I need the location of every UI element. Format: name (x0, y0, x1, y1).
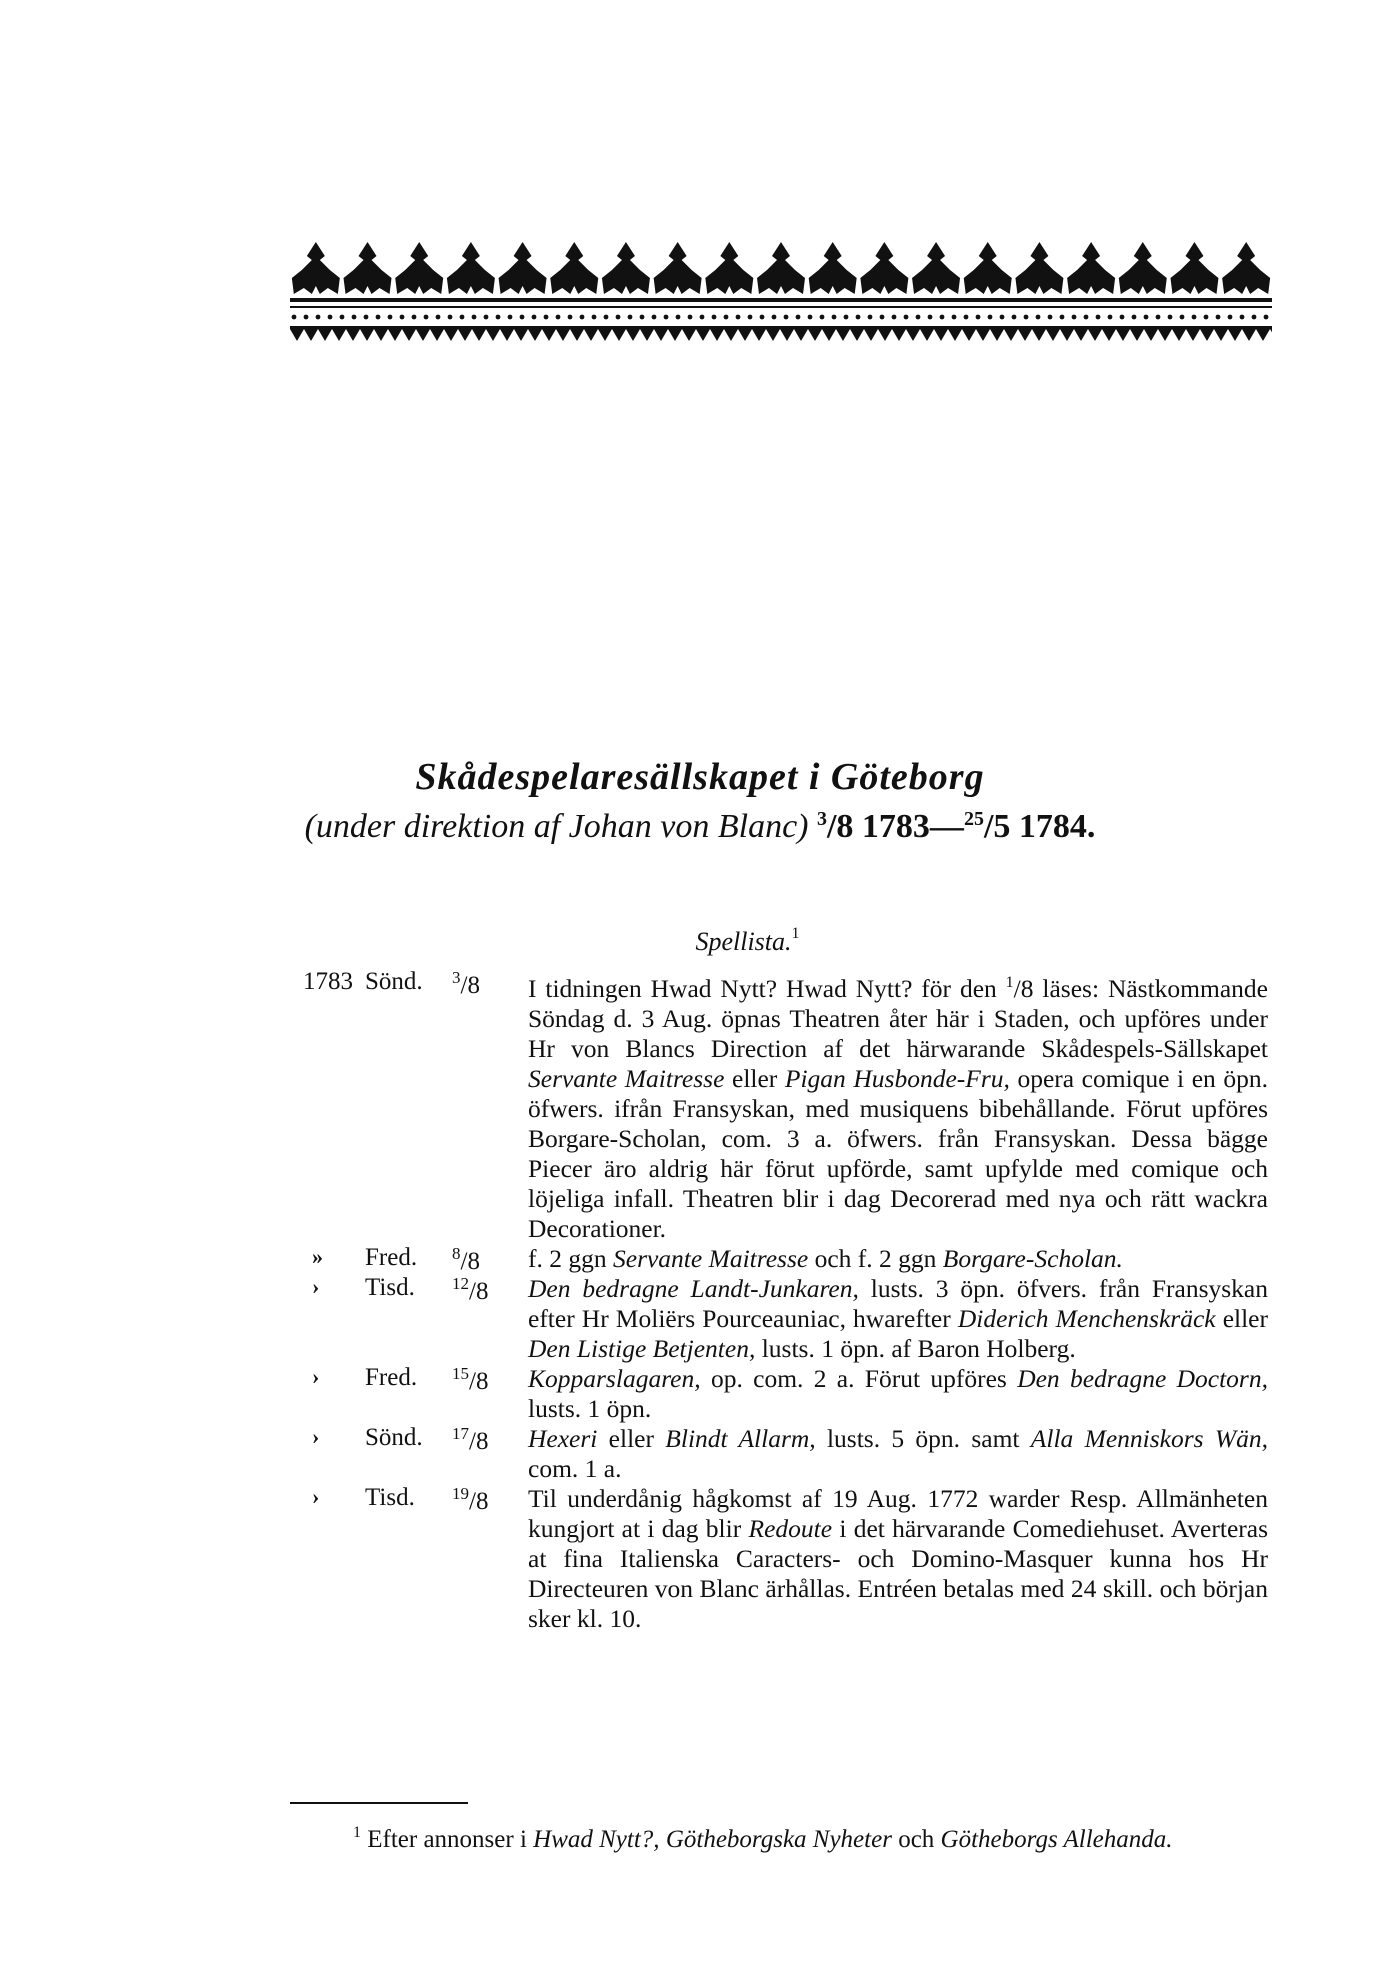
ornament-fringe (1200, 329, 1214, 341)
ditto-mark: » (312, 1244, 323, 1269)
ornament-fringe (1032, 329, 1046, 341)
ornament-fringe (780, 329, 794, 341)
ornament-motif (499, 242, 547, 294)
ornament-motif (344, 242, 392, 294)
ornament-motif (964, 242, 1012, 294)
title-line2: (under direktion af Johan von Blanc) (304, 808, 809, 845)
ornament-dot (736, 315, 741, 320)
entry-day: Tisd. (365, 1274, 415, 1301)
ornament-motif (1222, 242, 1270, 294)
ornament-fringe (990, 329, 1004, 341)
entry-day: Fred. (365, 1364, 418, 1391)
ornament-dot (616, 315, 621, 320)
ornament-dot (772, 315, 777, 320)
entry-day: Sönd. (365, 968, 423, 995)
ornament-fringe (1242, 329, 1256, 341)
entry-day: Tisd. (365, 1484, 415, 1511)
ornament-dot (292, 315, 297, 320)
ornament-fringe (1102, 329, 1116, 341)
ornament-fringe (1130, 329, 1144, 341)
ornament-motif (705, 242, 753, 294)
ornament-fringe (864, 329, 878, 341)
ornament-fringe (402, 329, 416, 341)
ornament-dot (1204, 315, 1209, 320)
ornament-dot (1072, 315, 1077, 320)
ornament-dot (1180, 315, 1185, 320)
ornament-dot (604, 315, 609, 320)
ornament-motif (757, 242, 805, 294)
ditto-mark: › (312, 1364, 320, 1389)
entry-text: I tidningen Hwad Nytt? Hwad Nytt? för den $^1$/8 läses: Nästkommande Söndag d. 3 Aug. öpnas Theatren åter här i Staden, och upföres under Hr von Blancs Direction af det härwarande Skådespels-Sällskapet Servante Maitresse eller Pigan Husbonde-Fru, opera comique i en öpn. öfwers. ifrån Fransyskan, med musiquens bibehållande. Förut upföres Borgare-Scholan, com. 3 a. öfwers. från Fransyskan. Dessa bägge Piecer äro aldrig här förut upförde, samt upfylde med comique och löjeliga infall. Theatren blir i dag Decorerad med nya och rätt wackra Decorationer. (528, 974, 1268, 1243)
ornament-dot (1012, 315, 1017, 320)
entry-date: $^{12}$/8 (452, 1274, 489, 1305)
ornament-fringe (976, 329, 990, 341)
ornament-fringe (738, 329, 752, 341)
ditto-mark: › (312, 1424, 320, 1449)
ornament-fringe (584, 329, 598, 341)
ornament-motif (654, 242, 702, 294)
ornament-fringe (920, 329, 934, 341)
ornament-fringe (458, 329, 472, 341)
ornament-fringe (528, 329, 542, 341)
ornament-dot (1228, 315, 1233, 320)
ornament-dot (808, 315, 813, 320)
playlist-entry (0, 1484, 1400, 1634)
ornament-fringe (1046, 329, 1060, 341)
ornament-dot (904, 315, 909, 320)
ornament-dot (628, 315, 633, 320)
ornament-fringe (1074, 329, 1088, 341)
ornament-fringe (822, 329, 836, 341)
ornament-dot (844, 315, 849, 320)
ornament-fringe (794, 329, 808, 341)
ornament-dot (1252, 315, 1257, 320)
ornament-dot (916, 315, 921, 320)
ornament-dot (652, 315, 657, 320)
playlist-entry (0, 968, 1400, 1244)
ornament-motif (1067, 242, 1115, 294)
ornament-dot (640, 315, 645, 320)
ornament-fringe (612, 329, 626, 341)
page-subtitle (0, 808, 1400, 846)
ornament-dot (328, 315, 333, 320)
ornament-dot (820, 315, 825, 320)
ornament-fringe (696, 329, 710, 341)
ornament-dot (364, 315, 369, 320)
ornament-motif (860, 242, 908, 294)
ornament-fringe (444, 329, 458, 341)
ornament-dot (1096, 315, 1101, 320)
entry-day: Sönd. (365, 1424, 423, 1451)
ornament-dot (976, 315, 981, 320)
ornament-fringe (332, 329, 346, 341)
ornament-dot (472, 315, 477, 320)
entry-text: Til underdånig hågkomst af 19 Aug. 1772 warder Resp. Allmänheten kungjort at i dag blir Redoute i det härvarande Comediehuset. Averteras at fina Italienska Caracters- och Domino-Masquer kunna hos Hr Directeuren von Blanc ärhållas. Entréen betalas med 24 skill. och början sker kl. 10. (528, 1484, 1268, 1633)
ornament-dot (784, 315, 789, 320)
ornament-motif (809, 242, 857, 294)
ornament-dot (532, 315, 537, 320)
ornament-fringe (752, 329, 766, 341)
ornament-fringe (570, 329, 584, 341)
header-ornament (290, 238, 1272, 368)
ornament-dot (580, 315, 585, 320)
ornament-fringe (304, 329, 318, 341)
ornament-fringe (1186, 329, 1200, 341)
ornament-fringe (598, 329, 612, 341)
ornament-fringe (934, 329, 948, 341)
ornament-dot (724, 315, 729, 320)
playlist-entry (0, 1424, 1400, 1484)
ornament-fringe (346, 329, 360, 341)
ornament-dot (928, 315, 933, 320)
ornament-fringe (514, 329, 528, 341)
ornament-fringe (290, 329, 304, 341)
ornament-fringe (486, 329, 500, 341)
ornament-fringe (668, 329, 682, 341)
ornament-dot (316, 315, 321, 320)
ornament-dot (940, 315, 945, 320)
ornament-motif (602, 242, 650, 294)
ornament-fringe (878, 329, 892, 341)
ornament-dot (1168, 315, 1173, 320)
ornament-fringe (1018, 329, 1032, 341)
ornament-fringe (766, 329, 780, 341)
page-title (0, 755, 1400, 799)
entry-day: Fred. (365, 1244, 418, 1271)
ornament-dot (952, 315, 957, 320)
ornament-dot (1000, 315, 1005, 320)
ornament-fringe (906, 329, 920, 341)
ornament-fringe (1256, 329, 1270, 341)
ornament-dot (1084, 315, 1089, 320)
ornament-dot (376, 315, 381, 320)
ornament-motif (1170, 242, 1218, 294)
ornament-dot (1264, 315, 1269, 320)
ornament-dot (1108, 315, 1113, 320)
ornament-dot (748, 315, 753, 320)
entry-text: Den bedragne Landt-Junkaren, lusts. 3 öpn. öfvers. från Fransyskan efter Hr Moliërs Pourceauniac, hwarefter Diderich Menchenskräck eller Den Listige Betjenten, lusts. 1 öpn. af Baron Holberg. (528, 1274, 1268, 1363)
ornament-fringe (1214, 329, 1228, 341)
ornament-dot (460, 315, 465, 320)
playlist-entry (0, 1364, 1400, 1424)
ornament-dot (892, 315, 897, 320)
ornament-fringe (374, 329, 388, 341)
ornament-fringe (556, 329, 570, 341)
ornament-dot (1120, 315, 1125, 320)
ornament-dot (688, 315, 693, 320)
ornament-fringe (1228, 329, 1242, 341)
entry-date: $^{15}$/8 (452, 1364, 489, 1395)
ornament-dot (832, 315, 837, 320)
ornament-fringe (948, 329, 962, 341)
ornament-fringe (892, 329, 906, 341)
ornament-fringe (500, 329, 514, 341)
playlist (0, 968, 1400, 1634)
ornament-dot (520, 315, 525, 320)
ornament-fringe (850, 329, 864, 341)
entry-date: $^8$/8 (452, 1244, 480, 1275)
ornament-dot (592, 315, 597, 320)
ornament-fringe (430, 329, 444, 341)
ornament-dot (352, 315, 357, 320)
title-dates: $^3$/8 1783—$^{25}$/5 1784. (816, 808, 1096, 845)
section-heading: Spellista.$^1$ (695, 925, 800, 956)
ornament-dot (676, 315, 681, 320)
ornament-fringe (1116, 329, 1130, 341)
entry-year: 1783 (303, 968, 353, 995)
ornament-dot (412, 315, 417, 320)
ornament-dot (304, 315, 309, 320)
ornament-dot (448, 315, 453, 320)
ornament-motif (395, 242, 443, 294)
ornament-dot (424, 315, 429, 320)
ornament-dot (760, 315, 765, 320)
ornament-dot (400, 315, 405, 320)
ornament-dot (1048, 315, 1053, 320)
ornament-fringe (836, 329, 850, 341)
ornament-dot (436, 315, 441, 320)
entry-text: Kopparslagaren, op. com. 2 a. Förut upföres Den bedragne Doctorn, lusts. 1 öpn. (528, 1364, 1268, 1423)
ornament-dot (340, 315, 345, 320)
ornament-fringe (318, 329, 332, 341)
ornament-dot (1192, 315, 1197, 320)
playlist-entry (0, 1274, 1400, 1364)
entry-text: f. 2 ggn Servante Maitresse och f. 2 ggn Borgare-Scholan. (528, 1244, 1123, 1273)
entry-date: $^{17}$/8 (452, 1424, 489, 1455)
title-line1: Skådespelaresällskapet i Göteborg (415, 756, 985, 798)
footnote-rule (290, 1802, 468, 1804)
ornament-fringe (1060, 329, 1074, 341)
ornament-dot (1216, 315, 1221, 320)
ornament-fringe (724, 329, 738, 341)
ornament-dot (1036, 315, 1041, 320)
ornament-fringe (1158, 329, 1172, 341)
footnote: $^1$ Efter annonser i Hwad Nytt?, Götheborgska Nyheter och Götheborgs Allehanda. (353, 1824, 1173, 1853)
entry-date: $^3$/8 (452, 968, 480, 999)
ornament-dot (1240, 315, 1245, 320)
entry-date: $^{19}$/8 (452, 1484, 489, 1515)
ornament-dot (1060, 315, 1065, 320)
ornament-dot (388, 315, 393, 320)
ornament-fringe (640, 329, 654, 341)
ornament-fringe (1088, 329, 1102, 341)
ornament-fringe (808, 329, 822, 341)
ornament-dot (880, 315, 885, 320)
entry-text: Hexeri eller Blindt Allarm, lusts. 5 öpn. samt Alla Menniskors Wän, com. 1 a. (528, 1424, 1268, 1483)
ornament-fringe (542, 329, 556, 341)
ornament-dot (796, 315, 801, 320)
ornament-dot (484, 315, 489, 320)
ornament-dot (1024, 315, 1029, 320)
ornament-dot (700, 315, 705, 320)
ornament-motif (1015, 242, 1063, 294)
ornament-motif (550, 242, 598, 294)
ornament-dot (664, 315, 669, 320)
playlist-entry (0, 1244, 1400, 1274)
ornament-fringe (1144, 329, 1158, 341)
ornament-dot (496, 315, 501, 320)
ornament-fringe (1270, 329, 1272, 341)
ditto-mark: › (312, 1484, 320, 1509)
ornament-motif (1119, 242, 1167, 294)
ornament-dot (508, 315, 513, 320)
ornament-motif (447, 242, 495, 294)
ornament-fringe (654, 329, 668, 341)
ornament-fringe (682, 329, 696, 341)
ditto-mark: › (312, 1274, 320, 1299)
ornament-fringe (710, 329, 724, 341)
ornament-motif (292, 242, 340, 294)
ornament-dot (856, 315, 861, 320)
ornament-fringe (962, 329, 976, 341)
ornament-fringe (1172, 329, 1186, 341)
ornament-dot (964, 315, 969, 320)
ornament-dot (544, 315, 549, 320)
ornament-fringe (360, 329, 374, 341)
ornament-dot (1132, 315, 1137, 320)
ornament-fringe (388, 329, 402, 341)
ornament-dot (556, 315, 561, 320)
ornament-fringe (472, 329, 486, 341)
ornament-fringe (416, 329, 430, 341)
ornament-dot (868, 315, 873, 320)
ornament-dot (712, 315, 717, 320)
ornament-dot (988, 315, 993, 320)
ornament-dot (1144, 315, 1149, 320)
ornament-dot (568, 315, 573, 320)
ornament-motif (912, 242, 960, 294)
ornament-dot (1156, 315, 1161, 320)
ornament-fringe (626, 329, 640, 341)
ornament-fringe (1004, 329, 1018, 341)
